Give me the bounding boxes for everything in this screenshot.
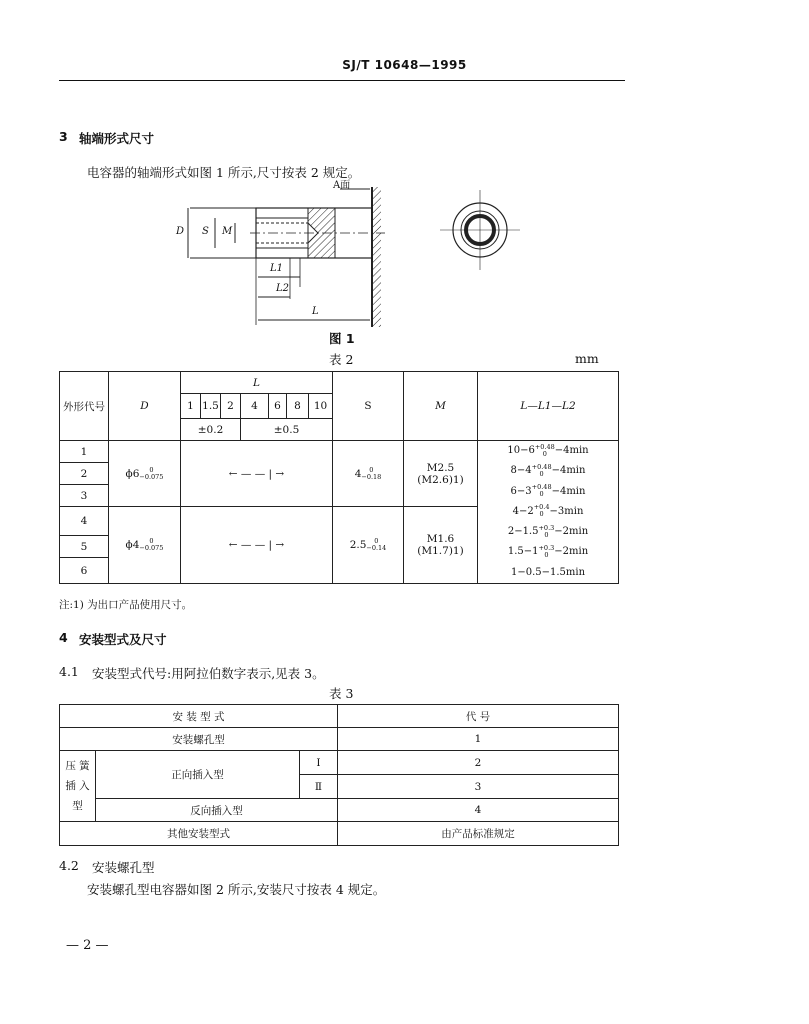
form-code-cell: 3 bbox=[60, 485, 109, 507]
head-tolerance-2: ±0.5 bbox=[241, 419, 333, 441]
formula-row: 10−6 +0.48 0 −4min bbox=[507, 442, 589, 458]
formula-row: 1.5−1 +0.3 0 −2min bbox=[507, 543, 589, 559]
head-l-value: 6 bbox=[269, 394, 287, 419]
formula-cell bbox=[478, 441, 619, 584]
table-2 bbox=[59, 371, 619, 584]
section-4-1-number: 4.1 bbox=[59, 664, 79, 679]
group-2-m-main: M1.6 bbox=[426, 533, 455, 546]
head-s: S bbox=[333, 372, 404, 441]
head-d: D bbox=[109, 372, 181, 441]
table-3-title: 表 3 bbox=[329, 686, 354, 701]
group-1-l-range: ← — — | → bbox=[181, 441, 333, 507]
figure-label-m: M bbox=[222, 226, 233, 237]
section-4-2-title: 安装螺孔型 bbox=[92, 860, 155, 875]
group-2-s: 2.5 0 −0.14 bbox=[333, 507, 404, 584]
row-roman-1: Ⅰ bbox=[300, 751, 338, 775]
head-l-value: 1.5 bbox=[201, 394, 221, 419]
end-view bbox=[440, 190, 520, 270]
section-4-number: 4 bbox=[59, 630, 68, 645]
group-1-m-main: M2.5 bbox=[426, 461, 455, 474]
section-3-body: 电容器的轴端形式如图 1 所示,尺寸按表 2 规定。 bbox=[87, 165, 361, 180]
figure-label-d: D bbox=[176, 226, 185, 237]
section-4-title: 安装型式及尺寸 bbox=[79, 632, 167, 647]
row-reverse-insert: 反向插入型 bbox=[96, 799, 338, 822]
section-3-number: 3 bbox=[59, 129, 68, 144]
head-l-value: 1 bbox=[181, 394, 201, 419]
press-group-line: 压 簧 bbox=[65, 760, 90, 772]
group-2-l-range: ← — — | → bbox=[181, 507, 333, 584]
row-screw-hole-code: 1 bbox=[338, 728, 619, 751]
head-l-value: 4 bbox=[241, 394, 269, 419]
table-2-unit: mm bbox=[575, 351, 599, 366]
group-1-s: 4 0 −0.18 bbox=[333, 441, 404, 507]
row-other-types: 其他安装型式 bbox=[60, 822, 338, 846]
formula-row: 4−2 +0.4 0 −3min bbox=[512, 503, 584, 519]
shaft-side-view bbox=[190, 208, 385, 258]
head-code: 代 号 bbox=[338, 705, 619, 728]
header-rule bbox=[59, 80, 625, 81]
form-code-cell: 5 bbox=[60, 536, 109, 558]
row-forward-insert: 正向插入型 bbox=[96, 751, 300, 799]
head-l-value: 8 bbox=[287, 394, 309, 419]
figure-1-drawing bbox=[170, 175, 530, 335]
figure-label-l2: L2 bbox=[276, 283, 290, 294]
head-l: L bbox=[181, 372, 333, 394]
group-1-m-alt: (M2.6)1) bbox=[417, 473, 464, 486]
head-tolerance-1: ±0.2 bbox=[181, 419, 241, 441]
standard-code: SJ/T 10648—1995 bbox=[342, 58, 467, 72]
formula-row: 6−3 +0.48 0 −4min bbox=[510, 483, 586, 499]
group-1-d: ϕ6 0 −0.075 bbox=[109, 441, 181, 507]
row-forward-code-2: 3 bbox=[338, 775, 619, 799]
form-code-cell: 1 bbox=[60, 441, 109, 463]
form-code-cell: 2 bbox=[60, 463, 109, 485]
formula-row: 1−0.5−1.5min bbox=[510, 566, 586, 578]
section-3-title: 轴端形式尺寸 bbox=[79, 131, 155, 146]
head-formula: L—L1—L2 bbox=[478, 372, 619, 441]
row-screw-hole: 安装螺孔型 bbox=[60, 728, 338, 751]
group-2-d: ϕ4 0 −0.075 bbox=[109, 507, 181, 584]
press-group-line: 型 bbox=[72, 800, 83, 812]
page-number: — 2 — bbox=[66, 938, 109, 953]
head-l-value: 10 bbox=[309, 394, 333, 419]
table-2-title: 表 2 bbox=[329, 352, 354, 367]
section-4-2-number: 4.2 bbox=[59, 858, 79, 873]
figure-1-caption: 图 1 bbox=[329, 331, 355, 346]
head-l-value: 2 bbox=[221, 394, 241, 419]
head-m: M bbox=[404, 372, 478, 441]
row-forward-code-1: 2 bbox=[338, 751, 619, 775]
head-form-code: 外形代号 bbox=[60, 372, 109, 441]
head-install-type: 安 装 型 式 bbox=[60, 705, 338, 728]
form-code-cell: 4 bbox=[60, 507, 109, 536]
table-2-note: 注:1) 为出口产品使用尺寸。 bbox=[59, 599, 193, 611]
figure-label-l: L bbox=[312, 306, 319, 317]
row-roman-2: Ⅱ bbox=[300, 775, 338, 799]
press-group-line: 插 入 bbox=[65, 780, 90, 792]
section-4-1-body: 安装型式代号:用阿拉伯数字表示,见表 3。 bbox=[92, 666, 325, 681]
formula-row: 2−1.5 +0.3 0 −2min bbox=[507, 523, 589, 539]
section-4-2-body: 安装螺孔型电容器如图 2 所示,安装尺寸按表 4 规定。 bbox=[87, 882, 386, 897]
row-other-code: 由产品标准规定 bbox=[338, 822, 619, 846]
group-2-m-alt: (M1.7)1) bbox=[417, 545, 464, 558]
figure-label-s: S bbox=[202, 226, 209, 237]
figure-label-l1: L1 bbox=[270, 263, 284, 274]
table-3 bbox=[59, 704, 619, 846]
group-1-m bbox=[404, 441, 478, 507]
group-2-m bbox=[404, 507, 478, 584]
row-press-group bbox=[60, 751, 96, 822]
formula-row: 8−4 +0.48 0 −4min bbox=[510, 462, 586, 478]
row-reverse-code: 4 bbox=[338, 799, 619, 822]
form-code-cell: 6 bbox=[60, 558, 109, 584]
figure-label-a-face: A面 bbox=[333, 180, 351, 191]
